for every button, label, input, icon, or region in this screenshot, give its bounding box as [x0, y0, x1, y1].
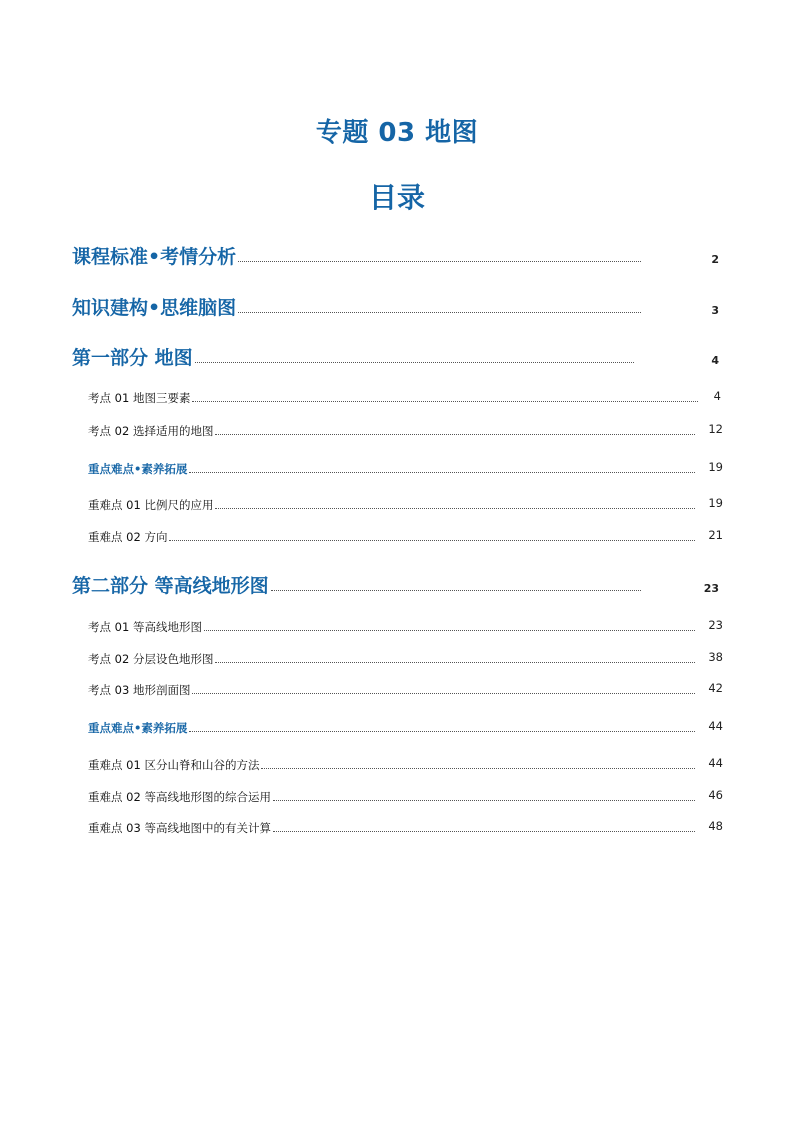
dot-leader [215, 508, 695, 509]
toc-entry-label: 重难点 02 等高线地形图的综合运用 [88, 790, 271, 804]
toc-entry-label: 第一部分 地图 [72, 347, 193, 369]
toc-entry-label: 重难点 02 方向 [88, 530, 168, 544]
toc-entry-curriculum-analysis[interactable] [72, 238, 719, 268]
toc-entry-key-difficulties[interactable] [88, 458, 723, 476]
toc-entry-label: 考点 02 分层设色地形图 [88, 652, 214, 666]
dot-leader [261, 768, 695, 769]
toc-entry-label: 课程标准•考情分析 [72, 246, 237, 268]
toc-page-number: 12 [708, 422, 723, 436]
dot-leader [192, 401, 698, 402]
toc-entry-label: 重难点 01 比例尺的应用 [88, 498, 214, 512]
toc-page-number: 2 [711, 253, 719, 266]
toc-entry-part-two[interactable] [72, 567, 719, 597]
toc-page-number: 23 [703, 582, 719, 595]
dot-leader [238, 312, 641, 313]
toc-entry-label: 重点难点•素养拓展 [88, 721, 188, 735]
toc-page-number: 4 [711, 354, 719, 367]
toc-page-number: 19 [708, 460, 723, 474]
dot-leader [273, 800, 695, 801]
toc-entry-label: 重点难点•素养拓展 [88, 462, 188, 476]
dot-leader [189, 472, 695, 473]
dot-leader [238, 261, 641, 262]
toc-page-number: 38 [708, 650, 723, 664]
toc-entry-difficulty-01[interactable] [88, 494, 723, 512]
toc-page-number: 19 [708, 496, 723, 510]
toc-entry-label: 知识建构•思维脑图 [72, 297, 237, 319]
toc-entry-point-01[interactable] [88, 387, 721, 405]
dot-leader [273, 831, 695, 832]
toc-entry-point-02[interactable] [88, 420, 723, 438]
toc-page-number: 3 [711, 304, 719, 317]
toc-entry-key-difficulties-2[interactable] [88, 717, 723, 735]
toc-entry-difficulty-03-calculation[interactable] [88, 817, 723, 835]
toc-heading: 目录 [368, 181, 425, 214]
toc-entry-label: 重难点 03 等高线地图中的有关计算 [88, 821, 271, 835]
toc-entry-knowledge-map[interactable] [72, 289, 719, 319]
toc-page-number: 48 [708, 819, 723, 833]
document-title: 专题 03 地图 [315, 118, 479, 148]
toc-entry-difficulty-02[interactable] [88, 526, 723, 544]
toc-entry-point-02-layered[interactable] [88, 648, 723, 666]
toc-entry-label: 考点 01 地图三要素 [88, 391, 191, 405]
toc-entry-label: 考点 03 地形剖面图 [88, 683, 191, 697]
toc-page-number: 46 [708, 788, 723, 802]
dot-leader [271, 590, 641, 591]
dot-leader [204, 630, 695, 631]
toc-entry-point-01-contour[interactable] [88, 616, 723, 634]
dot-leader [169, 540, 695, 541]
toc-page-number: 42 [708, 681, 723, 695]
toc-entry-label: 考点 02 选择适用的地图 [88, 424, 214, 438]
dot-leader [215, 434, 695, 435]
toc-page-number: 44 [708, 756, 723, 770]
toc-page-number: 21 [708, 528, 723, 542]
dot-leader [195, 362, 634, 363]
toc-page-number: 4 [713, 389, 721, 403]
dot-leader [189, 731, 695, 732]
toc-entry-point-03-profile[interactable] [88, 679, 723, 697]
toc-page-number: 23 [708, 618, 723, 632]
toc-entry-label: 考点 01 等高线地形图 [88, 620, 202, 634]
toc-page-number: 44 [708, 719, 723, 733]
dot-leader [192, 693, 695, 694]
toc-entry-label: 重难点 01 区分山脊和山谷的方法 [88, 758, 260, 772]
toc-entry-part-one[interactable] [72, 339, 719, 369]
dot-leader [215, 662, 695, 663]
toc-entry-difficulty-01-ridge[interactable] [88, 754, 723, 772]
toc-entry-difficulty-02-application[interactable] [88, 786, 723, 804]
toc-entry-label: 第二部分 等高线地形图 [72, 575, 269, 597]
